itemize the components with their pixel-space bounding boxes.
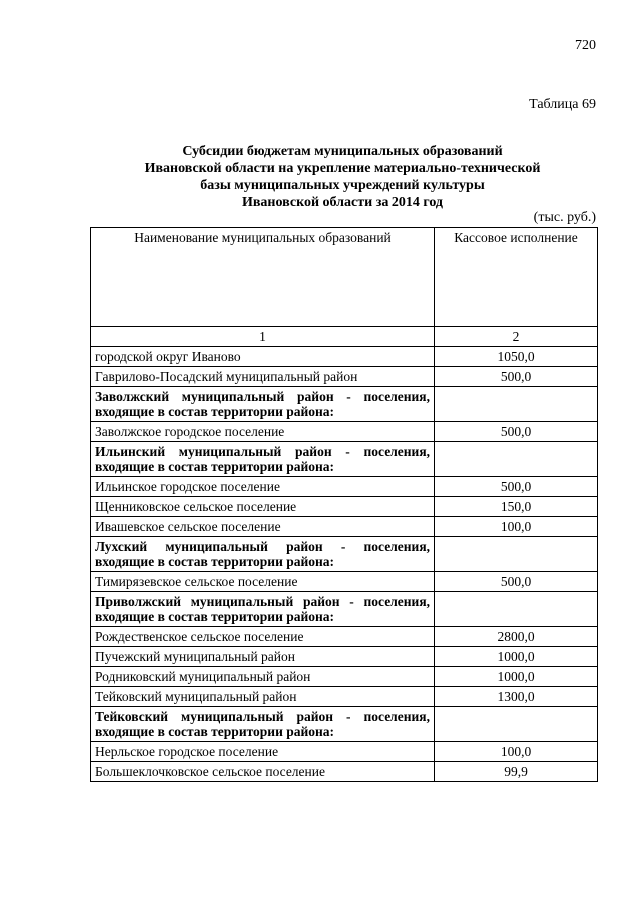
municipality-name-cell: Родниковский муниципальный район [91, 667, 435, 687]
table-row [91, 627, 598, 647]
table-row [91, 647, 598, 667]
section-row [91, 442, 598, 477]
amount-cell: 1000,0 [435, 667, 598, 687]
section-name-cell: Ильинский муниципальный район - поселения, входящие в состав территории района: [91, 442, 435, 477]
amount-cell [435, 442, 598, 477]
amount-cell: 500,0 [435, 367, 598, 387]
municipality-name-cell: Щенниковское сельское поселение [91, 497, 435, 517]
section-name-cell: Лухский муниципальный район - поселения, входящие в состав территории района: [91, 537, 435, 572]
municipality-name-cell: Гаврилово-Посадский муниципальный район [91, 367, 435, 387]
table-row [91, 667, 598, 687]
section-row [91, 537, 598, 572]
table-row [91, 367, 598, 387]
header-row [91, 228, 598, 327]
column-header-name: Наименование муниципальных образований [91, 228, 435, 327]
table-body [91, 347, 598, 782]
table-row [91, 762, 598, 782]
amount-cell: 150,0 [435, 497, 598, 517]
column-number-2: 2 [435, 327, 598, 347]
title-line: базы муниципальных учреждений культуры [200, 178, 485, 193]
municipality-name-cell: Тимирязевское сельское поселение [91, 572, 435, 592]
table-row [91, 572, 598, 592]
amount-cell: 500,0 [435, 422, 598, 442]
amount-cell: 500,0 [435, 477, 598, 497]
table-row [91, 517, 598, 537]
amount-cell [435, 537, 598, 572]
table-row [91, 742, 598, 762]
column-header-value: Кассовое исполнение [435, 228, 598, 327]
title-line: Субсидии бюджетам муниципальных образований [182, 144, 503, 159]
table-row [91, 347, 598, 367]
municipality-name-cell: Большеклочковское сельское поселение [91, 762, 435, 782]
section-name-cell: Заволжский муниципальный район - поселения, входящие в состав территории района: [91, 387, 435, 422]
table-label: Таблица 69 [529, 97, 596, 112]
municipality-name-cell: Нерльское городское поселение [91, 742, 435, 762]
subsidies-table [90, 227, 598, 782]
column-number-row [91, 327, 598, 347]
amount-cell: 500,0 [435, 572, 598, 592]
amount-cell: 1050,0 [435, 347, 598, 367]
title-line: Ивановской области за 2014 год [241, 195, 444, 210]
municipality-name-cell: Тейковский муниципальный район [91, 687, 435, 707]
table-row [91, 687, 598, 707]
title-line: Ивановской области на укрепление материально-технической [144, 161, 541, 176]
section-row [91, 592, 598, 627]
section-row [91, 387, 598, 422]
amount-cell [435, 387, 598, 422]
section-name-cell: Приволжский муниципальный район - поселения, входящие в состав территории района: [91, 592, 435, 627]
municipality-name-cell: Пучежский муниципальный район [91, 647, 435, 667]
section-name-cell: Тейковский муниципальный район - поселения, входящие в состав территории района: [91, 707, 435, 742]
municipality-name-cell: Рождественское сельское поселение [91, 627, 435, 647]
municipality-name-cell: Ивашевское сельское поселение [91, 517, 435, 537]
amount-cell [435, 592, 598, 627]
section-row [91, 707, 598, 742]
amount-cell [435, 707, 598, 742]
column-number-1: 1 [91, 327, 435, 347]
page-number: 720 [575, 38, 596, 53]
table-row [91, 422, 598, 442]
units-label: (тыс. руб.) [533, 210, 596, 225]
amount-cell: 1000,0 [435, 647, 598, 667]
amount-cell: 100,0 [435, 742, 598, 762]
amount-cell: 1300,0 [435, 687, 598, 707]
amount-cell: 2800,0 [435, 627, 598, 647]
municipality-name-cell: Заволжское городское поселение [91, 422, 435, 442]
table-title [90, 143, 595, 211]
table-row [91, 497, 598, 517]
municipality-name-cell: городской округ Иваново [91, 347, 435, 367]
amount-cell: 99,9 [435, 762, 598, 782]
municipality-name-cell: Ильинское городское поселение [91, 477, 435, 497]
table-row [91, 477, 598, 497]
amount-cell: 100,0 [435, 517, 598, 537]
